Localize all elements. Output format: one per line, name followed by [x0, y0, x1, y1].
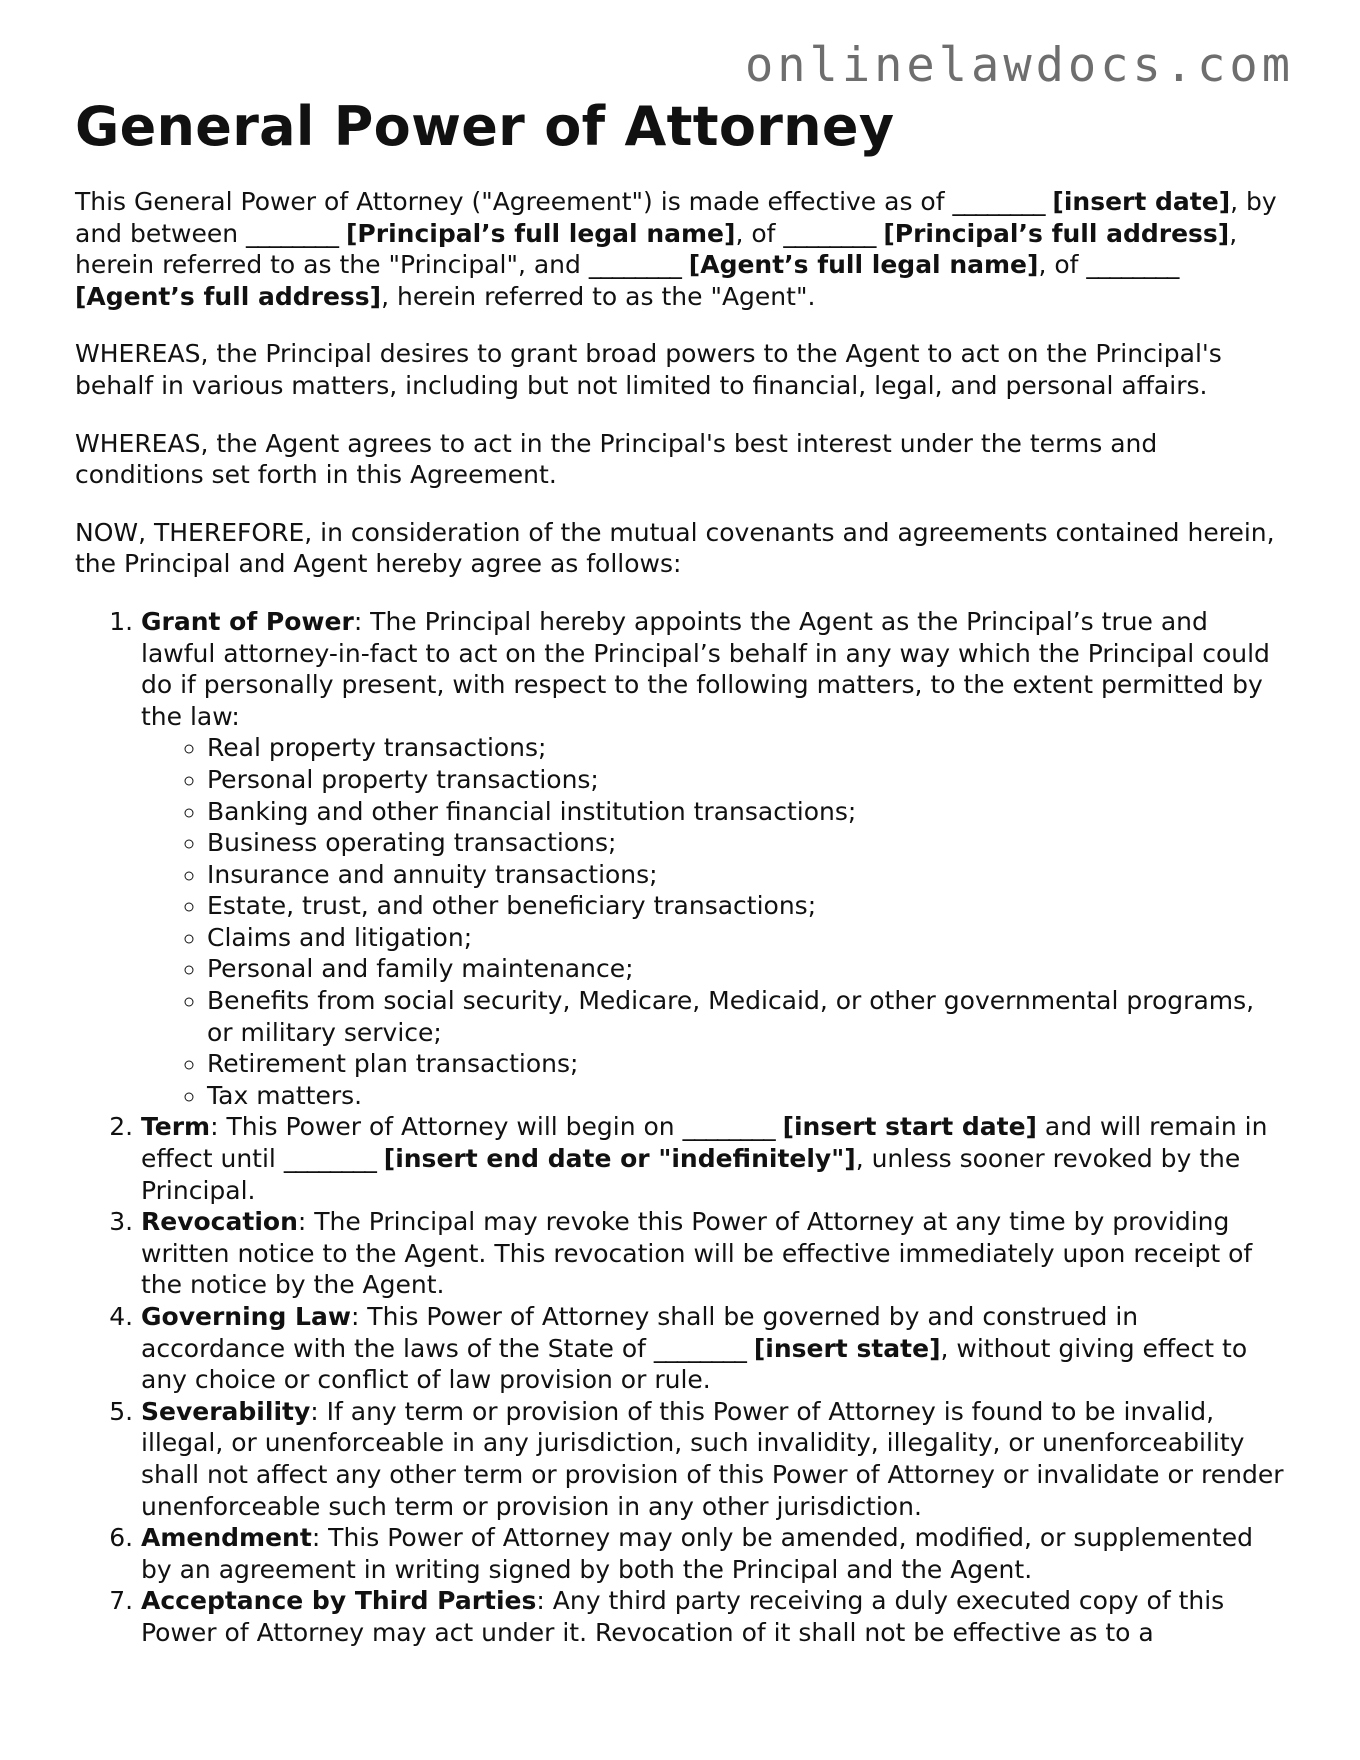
- intro-text: , herein referred to as the "Principal", and: [75, 218, 1238, 280]
- clauses-list: [75, 606, 1285, 1649]
- clause-heading: Acceptance by Third Parties: [141, 1586, 537, 1616]
- clause-text: and will remain in effect until: [141, 1112, 1268, 1174]
- clause-heading: Governing Law: [141, 1302, 351, 1331]
- start-date-placeholder: [insert start date]: [782, 1112, 1037, 1142]
- clause-heading: Amendment: [141, 1523, 312, 1553]
- clause-text: , without giving effect to any choice or conflict of law provision or rule.: [141, 1333, 1248, 1395]
- list-item: ◦ Tax matters.: [207, 1080, 1285, 1112]
- clause-text: : The Principal hereby appoints the Agent as the Principal’s true and lawful attorney-in-fact to act on the Principal’s behalf in any way which the Principal could do if personally present, with respect to the following matters, to the extent permitted by the law:: [141, 606, 1270, 731]
- list-item: ◦ Insurance and annuity transactions;: [207, 859, 1285, 891]
- agent-name-blank: ________: [588, 250, 681, 280]
- powers-list: [141, 732, 1285, 1111]
- clause-text: : This Power of Attorney will begin on: [210, 1112, 683, 1142]
- document-body: [75, 94, 1285, 1649]
- clause-heading: Revocation: [141, 1207, 298, 1237]
- now-therefore-paragraph: NOW, THEREFORE, in consideration of the mutual covenants and agreements contained herein, the Principal and Agent hereby agree as follows:: [75, 517, 1275, 579]
- start-date-blank: ________: [682, 1112, 775, 1142]
- date-placeholder: [insert date]: [1052, 187, 1231, 216]
- end-date-blank: ________: [283, 1144, 376, 1174]
- clause-governing-law: [141, 1301, 1285, 1396]
- clause-text: : This Power of Attorney may only be amended, modified, or supplemented by an agreement in writing signed by both the Principal and the Agent.: [141, 1523, 1253, 1584]
- list-item: ◦ Claims and litigation;: [207, 922, 1285, 954]
- clause-heading: Term: [141, 1112, 211, 1142]
- list-item: ◦ Business operating transactions;: [207, 827, 1285, 859]
- principal-name-blank: ________: [246, 218, 339, 248]
- list-item: ◦ Real property transactions;: [207, 732, 1285, 764]
- list-item: ◦ Banking and other financial institution transactions;: [207, 796, 1285, 828]
- state-blank: ________: [653, 1333, 746, 1363]
- clause-grant-of-power: [141, 606, 1285, 1112]
- clause-text: , unless sooner revoked by the Principal.: [141, 1144, 1241, 1205]
- list-item: ◦ Personal property transactions;: [207, 764, 1285, 796]
- clause-amendment: [141, 1522, 1285, 1585]
- intro-text: This General Power of Attorney ("Agreement") is made effective as of: [75, 187, 953, 216]
- intro-text: , of: [735, 218, 784, 248]
- agent-address-placeholder: [Agent’s full address]: [75, 281, 382, 311]
- clause-text: : If any term or provision of this Power of Attorney is found to be invalid, illegal, or unenforceable in any jurisdiction, such invalidity, illegality, or unenforceability shall not affect any other term or provision of this Power of Attorney or invalidate or render unenforceable such term or provision in any other jurisdiction.: [141, 1396, 1284, 1521]
- date-blank: ________: [952, 187, 1045, 216]
- list-item: ◦ Estate, trust, and other beneficiary transactions;: [207, 890, 1285, 922]
- end-date-placeholder: [insert end date or "indefinitely"]: [383, 1144, 856, 1174]
- clause-heading: Severability: [141, 1396, 311, 1426]
- list-item: ◦ Retirement plan transactions;: [207, 1048, 1285, 1080]
- whereas-paragraph-2: WHEREAS, the Agent agrees to act in the Principal's best interest under the terms and conditions set forth in this Agreement.: [75, 428, 1158, 490]
- intro-text: , of: [1038, 250, 1087, 280]
- clause-term: [141, 1111, 1285, 1206]
- document-title: General Power of Attorney: [75, 95, 895, 158]
- agent-address-blank: ________: [1086, 250, 1179, 280]
- list-item: ◦ Personal and family maintenance;: [207, 953, 1285, 985]
- principal-address-placeholder: [Principal’s full address]: [883, 218, 1230, 248]
- clause-severability: [141, 1396, 1285, 1522]
- clause-heading: Grant of Power: [141, 606, 354, 636]
- clause-text: : Any third party receiving a duly executed copy of this Power of Attorney may act under it. Revocation of it shall not be effective as to a: [141, 1586, 1225, 1647]
- whereas-paragraph-1: WHEREAS, the Principal desires to grant broad powers to the Agent to act on the Principal's behalf in various matters, including but not limited to financial, legal, and personal affairs.: [75, 339, 1222, 400]
- intro-text: , herein referred to as the "Agent".: [381, 281, 816, 311]
- site-watermark: onlinelawdocs.com: [744, 38, 1294, 93]
- clause-text: : The Principal may revoke this Power of Attorney at any time by providing written notice to the Agent. This revocation will be effective immediately upon receipt of the notice by the Agent.: [141, 1207, 1253, 1300]
- clause-text: : This Power of Attorney shall be governed by and construed in accordance with the laws of the State of: [141, 1302, 1139, 1363]
- principal-address-blank: ________: [783, 218, 876, 248]
- intro-paragraph: [75, 186, 1285, 312]
- intro-text: , by and between: [75, 187, 1277, 248]
- list-item: ◦ Benefits from social security, Medicare, Medicaid, or other governmental programs, or military service;: [207, 985, 1285, 1048]
- principal-name-placeholder: [Principal’s full legal name]: [346, 218, 736, 248]
- agent-name-placeholder: [Agent’s full legal name]: [688, 250, 1039, 280]
- clause-revocation: [141, 1206, 1285, 1301]
- clause-acceptance-by-third-parties: [141, 1585, 1285, 1648]
- state-placeholder: [insert state]: [753, 1333, 941, 1363]
